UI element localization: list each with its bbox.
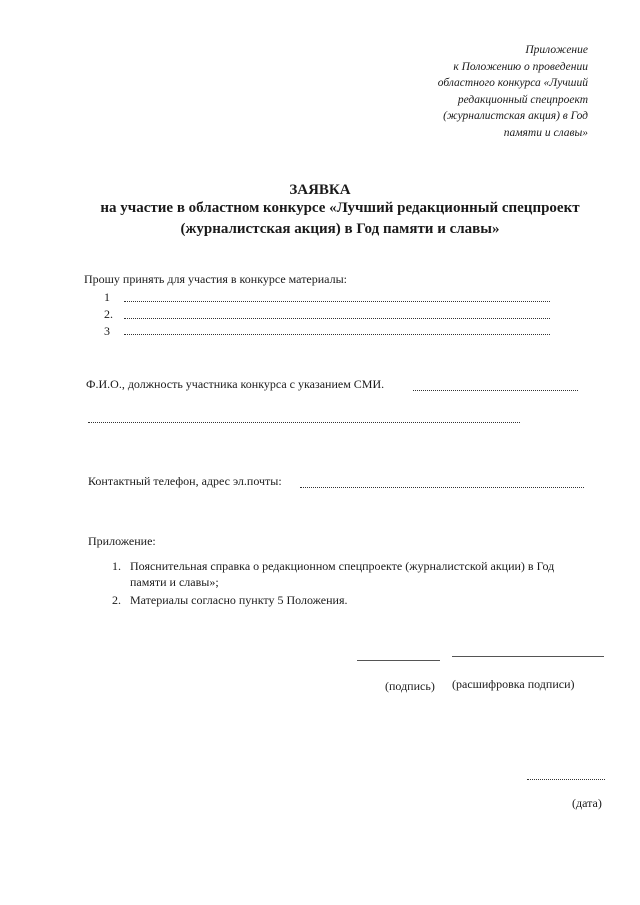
attachment-number: 1. [112,559,121,573]
appendix-note [438,42,588,141]
appendix-line: к Положению о проведении [453,60,588,73]
fio-field[interactable] [413,390,578,391]
signature-caption: (подпись) [385,679,435,693]
appendix-line: памяти и славы» [503,126,588,139]
signature-decode-caption: (расшифровка подписи) [452,677,575,691]
attachment-number: 2. [112,593,121,607]
signature-decode-field[interactable] [452,656,604,657]
materials-field-1[interactable] [124,301,550,302]
document-title: ЗАЯВКА [289,182,351,198]
subtitle-line-1: на участие в областном конкурсе «Лучший редакционный спецпроект [100,200,580,216]
materials-item-number: 1 [104,290,110,304]
appendix-line: Приложение [525,44,588,56]
request-text: Прошу принять для участия в конкурсе материалы: [84,272,347,286]
date-caption: (дата) [572,796,602,810]
attachment-text: Пояснительная справка о редакционном спецпроекте (журналистской акции) в Год [130,559,555,573]
appendix-line: (журналистская акция) в Год [443,110,588,122]
date-field[interactable] [527,779,605,780]
fio-label: Ф.И.О., должность участника конкурса с указанием СМИ. [86,377,385,391]
materials-field-3[interactable] [124,334,550,335]
attachment-text-continued: памяти и славы»; [130,575,219,589]
contacts-label: Контактный телефон, адрес эл.почты: [88,474,282,488]
materials-item-number: 2. [104,307,113,321]
attachments-heading: Приложение: [88,534,156,548]
appendix-line: областного конкурса «Лучший [437,77,588,89]
attachment-text: Материалы согласно пункту 5 Положения. [130,593,348,607]
contacts-field[interactable] [300,487,584,488]
signature-field[interactable] [357,660,440,661]
materials-field-2[interactable] [124,318,550,319]
document-subtitle [0,198,640,240]
materials-item-number: 3 [104,324,110,338]
fio-field-continuation[interactable] [88,422,520,423]
appendix-line: редакционный спецпроект [457,93,588,106]
subtitle-line-2: (журналистская акция) в Год памяти и славы» [180,221,500,237]
